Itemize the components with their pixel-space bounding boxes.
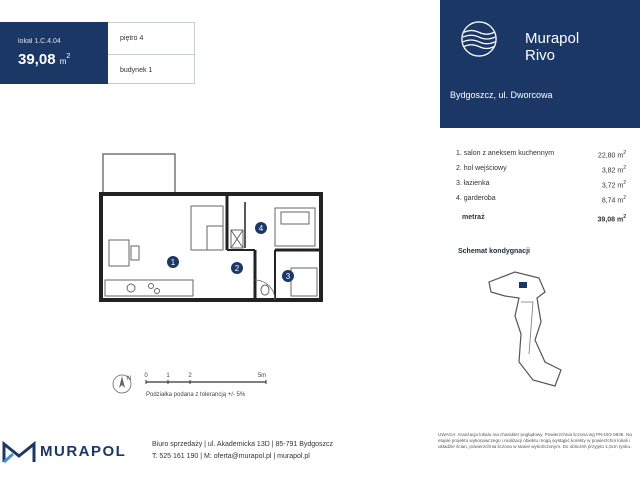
floor-label: piętro 4 [120,35,144,42]
balcony-outline [103,154,175,194]
room-table [456,150,626,229]
brand-address: Bydgoszcz, ul. Dworcowa [450,90,553,100]
murapol-m-icon [2,440,36,464]
brand-name: Murapol Rivo [525,30,580,64]
svg-text:2: 2 [188,373,192,379]
room-marker-label: 2 [234,264,240,273]
murapol-rivo-logo-icon [460,20,498,58]
building-label: budynek 1 [108,54,194,85]
floor-plan [95,150,335,310]
svg-text:0: 0 [144,373,148,379]
outer-walls [101,194,321,300]
unit-summary [0,22,108,84]
room-marker-label: 1 [170,258,176,267]
scale-bar [110,368,270,394]
scale-note: Podziałka podana z tolerancją +/- 5% [146,392,246,398]
disclaimer-note: UWAGA: Aranżacja lokalu ma charakter poglądowy. Powierzchnia liczona wg PN-ISO 9836. Na etapie projektu wykonawczego i realizacji obiektu mogą wystąpić korekty w powierzchni lokali i układzie ścian, powierzchnia liczona w stanie wykończonym. Do obliczeń przyjęto 1,5cm tynku. [438,432,632,449]
floor-scheme-title: Schemat kondygnacji [458,248,530,255]
svg-text:N: N [127,376,132,382]
total-row: metraż 39,08 $m^2$ [462,214,626,224]
unit-label: lokal 1.C.4.04 [18,38,61,45]
svg-text:1: 1 [166,373,170,379]
contact-info: Biuro sprzedaży | ul. Akademicka 13D | 85-791 Bydgoszcz T: 525 161 190 | M: oferta@murapol.pl | murapol.pl [152,441,334,460]
unit-highlight [519,282,527,288]
unit-info [108,22,195,84]
room-row: 1. salon z aneksem kuchennym 22,80 $m^2$ [456,150,626,160]
room-marker-label: 4 [258,224,264,233]
building-outline [489,272,561,386]
brand-panel [440,0,640,128]
room-row: 3. łazienka 3,72 $m^2$ [456,180,626,190]
footer-logo-text: MURAPOL [40,443,127,460]
room-marker-label: 3 [285,272,291,281]
floor-scheme [475,262,565,392]
footer-logo [2,440,134,464]
svg-text:5m: 5m [257,373,267,379]
room-row: 4. garderoba 8,74 $m^2$ [456,195,626,205]
unit-area: 39,08 $m^2$ [18,51,71,68]
room-row: 2. hol wejściowy 3,82 $m^2$ [456,165,626,175]
